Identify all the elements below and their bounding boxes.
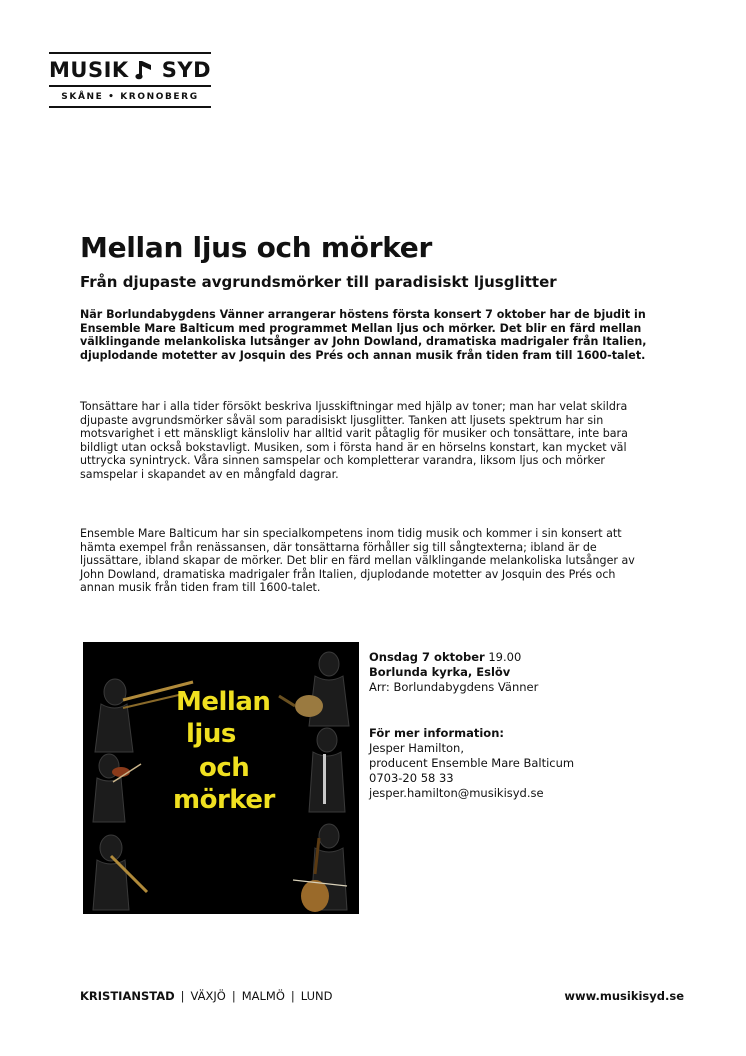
contact-email: jesper.hamilton@musikisyd.se bbox=[369, 786, 544, 801]
article-subtitle: Från djupaste avgrundsmörker till paradisiskt ljusglitter bbox=[80, 273, 557, 291]
event-datetime bbox=[369, 650, 699, 665]
contact-phone: 0703-20 58 33 bbox=[369, 771, 454, 786]
logo-region: SKÅNE • KRONOBERG bbox=[61, 92, 199, 102]
article-title: Mellan ljus och mörker bbox=[80, 231, 432, 264]
article-paragraph-3: Ensemble Mare Balticum har sin specialkompetens inom tidig musik och kommer i sin konsert att hämta exempel från renässansen, där tonsättarna förhåller sig till sångtexterna; ibland är de ljussättare, ibland skapar de mörker. Det blir en färd mellan välklingande melankoliska lutsånger av John Dowland, dramatiska madrigaler från Italien, djuplodande motetter av Josquin des Prés och annan musik från tiden fram till 1600-talet. bbox=[80, 527, 635, 595]
poster-word-ljus: ljus bbox=[186, 719, 236, 749]
concert-poster-image bbox=[83, 642, 359, 914]
music-note-icon bbox=[135, 59, 155, 81]
poster-word-och: och bbox=[199, 753, 250, 783]
poster-word-mellan: Mellan bbox=[176, 687, 271, 717]
footer-separator: | bbox=[231, 989, 236, 1003]
article-lead: När Borlundabygdens Vänner arrangerar höstens första konsert 7 oktober har de bjudit in Ensemble Mare Balticum med programmet Mellan ljus och mörker. Det blir en färd mellan välklingande melankoliska lutsånger av John Dowland, dramatiska madrigaler från Italien, djuplodande motetter av Josquin des Prés och annan musik från tiden fram till 1600-talet. bbox=[80, 308, 647, 362]
event-date: Onsdag 7 oktober bbox=[369, 650, 485, 664]
event-time: 19.00 bbox=[488, 650, 522, 664]
article-paragraph-2: Tonsättare har i alla tider försökt beskriva ljusskiftningar med hjälp av toner; man har velat skildra djupaste avgrundsmörker såväl som paradisiskt ljusglitter. Tanken att ljusets spektrum har sin motsvarighet i ett mänskligt känsloliv har alltid varit påtaglig för musiker och tonsättare, inte bara bildligt utan också bokstavligt. Musiken, som i första hand är en hörselns konstart, kan mycket väl uttrycka synintryck. Våra sinnen samspelar och kompletterar varandra, liksom ljus och mörker samspelar i skapandet av en mångfald dagrar. bbox=[80, 400, 628, 481]
footer-city-malmo: MALMÖ bbox=[241, 989, 285, 1003]
footer-separator: | bbox=[180, 989, 185, 1003]
logo-wordmark bbox=[49, 54, 211, 85]
logo-word-syd: SYD bbox=[161, 58, 211, 82]
footer-city-vaxjo: VÄXJÖ bbox=[190, 989, 226, 1003]
musik-i-syd-logo bbox=[49, 52, 211, 108]
event-venue: Borlunda kyrka, Eslöv bbox=[369, 665, 511, 680]
event-organizer: Arr: Borlundabygdens Vänner bbox=[369, 680, 539, 695]
logo-word-musik: MUSIK bbox=[49, 58, 129, 82]
footer-city-kristianstad: KRISTIANSTAD bbox=[80, 989, 175, 1003]
footer-city-lund: LUND bbox=[300, 989, 333, 1003]
contact-heading: För mer information: bbox=[369, 725, 504, 740]
footer-cities bbox=[80, 989, 333, 1003]
footer-website: www.musikisyd.se bbox=[564, 989, 684, 1003]
contact-role: producent Ensemble Mare Balticum bbox=[369, 756, 575, 771]
poster-word-morker: mörker bbox=[173, 785, 275, 815]
logo-bottom-rule bbox=[49, 106, 211, 108]
spacer bbox=[369, 696, 699, 726]
footer-separator: | bbox=[290, 989, 295, 1003]
contact-name: Jesper Hamilton, bbox=[369, 740, 464, 755]
event-info bbox=[369, 650, 699, 802]
